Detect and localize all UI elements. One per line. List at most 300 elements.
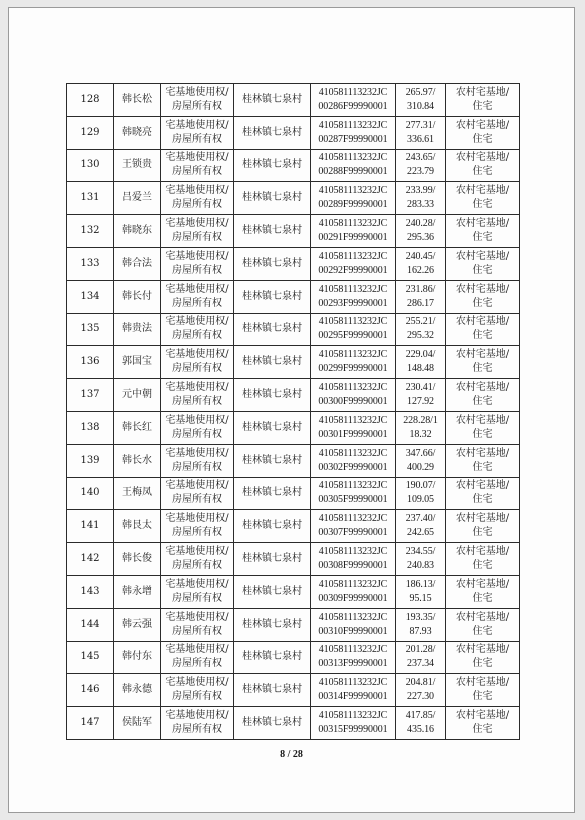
- cell-number: [67, 477, 114, 510]
- cell-land-use-line: 农村宅基地/: [455, 152, 510, 164]
- cell-number-line: 129: [80, 126, 100, 138]
- cell-location: [234, 247, 311, 280]
- cell-owner-name-line: 韩贵法: [122, 323, 152, 335]
- cell-unit-code-line: 410581113232JC: [318, 185, 388, 197]
- cell-number-line: 143: [80, 585, 100, 597]
- cell-unit-code: [311, 641, 396, 674]
- cell-area: [396, 84, 446, 117]
- cell-right-type-line: 房屋所有权: [172, 199, 222, 211]
- cell-right-type-line: 宅基地使用权/: [165, 382, 229, 394]
- cell-number-line: 134: [80, 290, 100, 302]
- cell-owner-name: [114, 379, 161, 412]
- cell-number-line: 128: [80, 93, 100, 105]
- cell-area: [396, 116, 446, 149]
- table-row: [67, 149, 520, 182]
- cell-area-line: 295.36: [407, 232, 434, 244]
- cell-number-line: 136: [80, 356, 100, 368]
- cell-right-type-line: 房屋所有权: [172, 297, 222, 309]
- cell-area-line: 240.83: [407, 560, 434, 572]
- cell-unit-code-line: 00289F99990001: [318, 199, 388, 211]
- cell-number: [67, 149, 114, 182]
- cell-land-use-line: 农村宅基地/: [455, 513, 510, 525]
- table-row: [67, 379, 520, 412]
- cell-land-use-line: 农村宅基地/: [455, 283, 510, 295]
- cell-right-type: [161, 444, 234, 477]
- cell-unit-code-line: 410581113232JC: [318, 283, 388, 295]
- cell-area: [396, 444, 446, 477]
- cell-area-line: 417.85/: [405, 710, 436, 722]
- cell-area-line: 240.28/: [405, 218, 436, 230]
- cell-area-line: 400.29: [407, 461, 434, 473]
- cell-right-type-line: 房屋所有权: [172, 363, 222, 375]
- cell-right-type-line: 房屋所有权: [172, 724, 222, 736]
- cell-owner-name-line: 侯陆军: [122, 717, 152, 729]
- cell-number-line: 141: [80, 520, 100, 532]
- cell-owner-name: [114, 543, 161, 576]
- cell-number-line: 131: [80, 192, 100, 204]
- cell-right-type-line: 房屋所有权: [172, 232, 222, 244]
- cell-right-type-line: 宅基地使用权/: [165, 578, 229, 590]
- cell-unit-code-line: 410581113232JC: [318, 611, 388, 623]
- table-row: [67, 313, 520, 346]
- cell-land-use: [446, 608, 520, 641]
- cell-location: [234, 182, 311, 215]
- cell-land-use-line: 住宅: [472, 560, 493, 572]
- cell-unit-code-line: 410581113232JC: [318, 316, 388, 328]
- cell-owner-name-line: 元中朝: [122, 389, 152, 401]
- cell-land-use-line: 农村宅基地/: [455, 611, 510, 623]
- cell-unit-code: [311, 707, 396, 740]
- cell-unit-code-line: 410581113232JC: [318, 546, 388, 558]
- cell-number: [67, 411, 114, 444]
- cell-right-type-line: 宅基地使用权/: [165, 513, 229, 525]
- cell-right-type-line: 宅基地使用权/: [165, 611, 229, 623]
- cell-right-type-line: 宅基地使用权/: [165, 316, 229, 328]
- cell-unit-code-line: 410581113232JC: [318, 414, 388, 426]
- cell-area-line: 229.04/: [405, 349, 436, 361]
- cell-unit-code-line: 00310F99990001: [318, 625, 388, 637]
- cell-owner-name: [114, 149, 161, 182]
- table-row: [67, 84, 520, 117]
- cell-land-use-line: 农村宅基地/: [455, 185, 510, 197]
- cell-area: [396, 280, 446, 313]
- cell-right-type: [161, 313, 234, 346]
- cell-unit-code: [311, 477, 396, 510]
- cell-land-use-line: 住宅: [472, 297, 493, 309]
- cell-unit-code: [311, 84, 396, 117]
- cell-owner-name-line: 韩艮太: [122, 520, 152, 532]
- cell-location-line: 桂林镇七泉村: [242, 126, 302, 138]
- cell-land-use: [446, 641, 520, 674]
- table-body: [67, 84, 520, 740]
- cell-area: [396, 247, 446, 280]
- cell-land-use-line: 住宅: [472, 428, 493, 440]
- cell-area-line: 243.65/: [405, 152, 436, 164]
- cell-right-type: [161, 247, 234, 280]
- cell-area-line: 228.28/1: [403, 414, 438, 426]
- cell-right-type-line: 宅基地使用权/: [165, 349, 229, 361]
- cell-unit-code-line: 410581113232JC: [318, 218, 388, 230]
- cell-location: [234, 116, 311, 149]
- cell-area-line: 18.32: [409, 428, 432, 440]
- cell-owner-name-line: 韩长松: [122, 93, 152, 105]
- cell-right-type-line: 宅基地使用权/: [165, 677, 229, 689]
- cell-land-use-line: 住宅: [472, 625, 493, 637]
- cell-unit-code: [311, 215, 396, 248]
- cell-unit-code: [311, 280, 396, 313]
- cell-right-type: [161, 674, 234, 707]
- cell-land-use-line: 住宅: [472, 199, 493, 211]
- cell-location: [234, 543, 311, 576]
- cell-land-use: [446, 510, 520, 543]
- cell-number: [67, 674, 114, 707]
- cell-owner-name-line: 吕爱兰: [122, 192, 152, 204]
- cell-location-line: 桂林镇七泉村: [242, 93, 302, 105]
- cell-owner-name: [114, 280, 161, 313]
- cell-owner-name: [114, 411, 161, 444]
- cell-unit-code-line: 00308F99990001: [318, 560, 388, 572]
- cell-unit-code: [311, 575, 396, 608]
- cell-right-type: [161, 543, 234, 576]
- cell-number: [67, 510, 114, 543]
- cell-right-type: [161, 510, 234, 543]
- cell-land-use-line: 农村宅基地/: [455, 546, 510, 558]
- table-row: [67, 608, 520, 641]
- cell-land-use-line: 农村宅基地/: [455, 349, 510, 361]
- cell-owner-name-line: 韩晓亮: [122, 126, 152, 138]
- cell-unit-code-line: 410581113232JC: [318, 447, 388, 459]
- cell-land-use: [446, 182, 520, 215]
- cell-right-type-line: 宅基地使用权/: [165, 414, 229, 426]
- cell-area-line: 240.45/: [405, 250, 436, 262]
- cell-owner-name: [114, 575, 161, 608]
- cell-area-line: 286.17: [407, 297, 434, 309]
- cell-right-type-line: 房屋所有权: [172, 100, 222, 112]
- cell-unit-code: [311, 149, 396, 182]
- cell-unit-code-line: 410581113232JC: [318, 677, 388, 689]
- cell-unit-code-line: 00305F99990001: [318, 494, 388, 506]
- cell-land-use-line: 住宅: [472, 330, 493, 342]
- cell-right-type: [161, 608, 234, 641]
- cell-unit-code-line: 00309F99990001: [318, 592, 388, 604]
- cell-area-line: 231.86/: [405, 283, 436, 295]
- cell-unit-code-line: 410581113232JC: [318, 86, 388, 98]
- cell-unit-code-line: 00293F99990001: [318, 297, 388, 309]
- cell-right-type: [161, 346, 234, 379]
- cell-unit-code-line: 00314F99990001: [318, 691, 388, 703]
- cell-right-type-line: 房屋所有权: [172, 428, 222, 440]
- cell-right-type-line: 宅基地使用权/: [165, 119, 229, 131]
- cell-land-use-line: 住宅: [472, 527, 493, 539]
- cell-area: [396, 182, 446, 215]
- cell-land-use-line: 农村宅基地/: [455, 710, 510, 722]
- cell-unit-code-line: 00287F99990001: [318, 133, 388, 145]
- cell-land-use-line: 农村宅基地/: [455, 316, 510, 328]
- cell-land-use: [446, 280, 520, 313]
- cell-land-use: [446, 84, 520, 117]
- cell-unit-code: [311, 608, 396, 641]
- cell-area: [396, 575, 446, 608]
- cell-number: [67, 247, 114, 280]
- cell-land-use-line: 农村宅基地/: [455, 382, 510, 394]
- cell-land-use: [446, 116, 520, 149]
- cell-area-line: 162.26: [407, 264, 434, 276]
- cell-owner-name: [114, 215, 161, 248]
- cell-right-type-line: 房屋所有权: [172, 264, 222, 276]
- cell-area-line: 233.99/: [405, 185, 436, 197]
- cell-unit-code: [311, 379, 396, 412]
- cell-area: [396, 313, 446, 346]
- table-row: [67, 543, 520, 576]
- cell-right-type: [161, 641, 234, 674]
- cell-location: [234, 477, 311, 510]
- cell-number-line: 144: [80, 618, 100, 630]
- cell-right-type-line: 宅基地使用权/: [165, 152, 229, 164]
- cell-unit-code: [311, 346, 396, 379]
- cell-location: [234, 510, 311, 543]
- cell-land-use-line: 住宅: [472, 166, 493, 178]
- cell-area-line: 347.66/: [405, 447, 436, 459]
- cell-area-line: 234.55/: [405, 546, 436, 558]
- cell-owner-name-line: 韩云强: [122, 618, 152, 630]
- cell-location: [234, 608, 311, 641]
- cell-owner-name: [114, 346, 161, 379]
- cell-unit-code-line: 410581113232JC: [318, 644, 388, 656]
- cell-area: [396, 510, 446, 543]
- cell-location: [234, 674, 311, 707]
- cell-location: [234, 280, 311, 313]
- cell-land-use: [446, 477, 520, 510]
- cell-right-type-line: 房屋所有权: [172, 658, 222, 670]
- cell-number-line: 147: [80, 717, 100, 729]
- cell-owner-name-line: 韩长付: [122, 290, 152, 302]
- cell-area: [396, 411, 446, 444]
- cell-land-use: [446, 247, 520, 280]
- cell-number-line: 140: [80, 487, 100, 499]
- cell-area: [396, 149, 446, 182]
- cell-number: [67, 444, 114, 477]
- cell-land-use-line: 住宅: [472, 461, 493, 473]
- cell-area-line: 310.84: [407, 100, 434, 112]
- cell-owner-name-line: 韩付东: [122, 651, 152, 663]
- cell-unit-code-line: 410581113232JC: [318, 710, 388, 722]
- cell-land-use: [446, 215, 520, 248]
- cell-right-type-line: 宅基地使用权/: [165, 480, 229, 492]
- cell-land-use: [446, 411, 520, 444]
- cell-location-line: 桂林镇七泉村: [242, 520, 302, 532]
- cell-area-line: 201.28/: [405, 644, 436, 656]
- cell-right-type-line: 房屋所有权: [172, 396, 222, 408]
- cell-right-type-line: 宅基地使用权/: [165, 710, 229, 722]
- cell-owner-name-line: 韩永德: [122, 684, 152, 696]
- cell-number-line: 146: [80, 684, 100, 696]
- cell-location: [234, 215, 311, 248]
- cell-unit-code: [311, 543, 396, 576]
- cell-land-use-line: 农村宅基地/: [455, 250, 510, 262]
- cell-location-line: 桂林镇七泉村: [242, 389, 302, 401]
- cell-unit-code: [311, 313, 396, 346]
- cell-location-line: 桂林镇七泉村: [242, 684, 302, 696]
- cell-right-type: [161, 149, 234, 182]
- cell-area-line: 237.34: [407, 658, 434, 670]
- cell-land-use: [446, 707, 520, 740]
- cell-right-type-line: 房屋所有权: [172, 691, 222, 703]
- cell-area: [396, 543, 446, 576]
- cell-number: [67, 215, 114, 248]
- cell-land-use: [446, 674, 520, 707]
- cell-unit-code-line: 00299F99990001: [318, 363, 388, 375]
- cell-owner-name-line: 王梅凤: [122, 487, 152, 499]
- cell-area-line: 223.79: [407, 166, 434, 178]
- cell-land-use-line: 农村宅基地/: [455, 578, 510, 590]
- cell-number-line: 130: [80, 159, 100, 171]
- cell-location: [234, 411, 311, 444]
- cell-owner-name: [114, 707, 161, 740]
- cell-unit-code-line: 00292F99990001: [318, 264, 388, 276]
- cell-right-type-line: 宅基地使用权/: [165, 283, 229, 295]
- table-row: [67, 247, 520, 280]
- cell-land-use: [446, 543, 520, 576]
- cell-area-line: 255.21/: [405, 316, 436, 328]
- cell-right-type-line: 房屋所有权: [172, 166, 222, 178]
- cell-area: [396, 641, 446, 674]
- table-row: [67, 707, 520, 740]
- cell-location: [234, 313, 311, 346]
- cell-land-use-line: 农村宅基地/: [455, 86, 510, 98]
- cell-area-line: 336.61: [407, 133, 434, 145]
- cell-area: [396, 608, 446, 641]
- cell-number-line: 133: [80, 257, 100, 269]
- cell-number-line: 142: [80, 553, 100, 565]
- cell-unit-code: [311, 674, 396, 707]
- cell-right-type-line: 宅基地使用权/: [165, 86, 229, 98]
- cell-right-type-line: 宅基地使用权/: [165, 644, 229, 656]
- cell-location-line: 桂林镇七泉村: [242, 257, 302, 269]
- cell-right-type-line: 房屋所有权: [172, 625, 222, 637]
- cell-unit-code: [311, 444, 396, 477]
- cell-right-type: [161, 182, 234, 215]
- cell-unit-code-line: 00286F99990001: [318, 100, 388, 112]
- table-row: [67, 444, 520, 477]
- cell-location: [234, 575, 311, 608]
- cell-right-type: [161, 84, 234, 117]
- cell-area-line: 295.32: [407, 330, 434, 342]
- cell-area-line: 237.40/: [405, 513, 436, 525]
- cell-number: [67, 543, 114, 576]
- cell-unit-code-line: 410581113232JC: [318, 382, 388, 394]
- cell-number: [67, 182, 114, 215]
- table-row: [67, 346, 520, 379]
- cell-owner-name: [114, 84, 161, 117]
- cell-area-line: 265.97/: [405, 86, 436, 98]
- cell-land-use-line: 住宅: [472, 494, 493, 506]
- cell-land-use-line: 农村宅基地/: [455, 414, 510, 426]
- table-row: [67, 510, 520, 543]
- table-row: [67, 575, 520, 608]
- cell-unit-code-line: 410581113232JC: [318, 513, 388, 525]
- cell-land-use-line: 农村宅基地/: [455, 218, 510, 230]
- cell-unit-code-line: 410581113232JC: [318, 578, 388, 590]
- cell-location-line: 桂林镇七泉村: [242, 290, 302, 302]
- cell-number-line: 145: [80, 651, 100, 663]
- cell-number-line: 139: [80, 454, 100, 466]
- cell-land-use-line: 住宅: [472, 232, 493, 244]
- cell-owner-name-line: 韩长俊: [122, 553, 152, 565]
- cell-owner-name: [114, 477, 161, 510]
- cell-area-line: 204.81/: [405, 677, 436, 689]
- cell-land-use: [446, 149, 520, 182]
- cell-area: [396, 346, 446, 379]
- cell-location-line: 桂林镇七泉村: [242, 323, 302, 335]
- cell-location-line: 桂林镇七泉村: [242, 159, 302, 171]
- cell-owner-name-line: 王锁贵: [122, 159, 152, 171]
- table-row: [67, 477, 520, 510]
- table-row: [67, 116, 520, 149]
- cell-location-line: 桂林镇七泉村: [242, 487, 302, 499]
- cell-land-use-line: 农村宅基地/: [455, 447, 510, 459]
- cell-right-type-line: 房屋所有权: [172, 330, 222, 342]
- cell-right-type-line: 房屋所有权: [172, 461, 222, 473]
- cell-area-line: 230.41/: [405, 382, 436, 394]
- cell-number: [67, 346, 114, 379]
- cell-location-line: 桂林镇七泉村: [242, 651, 302, 663]
- cell-right-type-line: 宅基地使用权/: [165, 250, 229, 262]
- cell-land-use-line: 农村宅基地/: [455, 119, 510, 131]
- table-row: [67, 182, 520, 215]
- cell-location-line: 桂林镇七泉村: [242, 454, 302, 466]
- cell-land-use-line: 住宅: [472, 363, 493, 375]
- cell-area-line: 87.93: [409, 625, 432, 637]
- cell-owner-name: [114, 247, 161, 280]
- cell-land-use-line: 住宅: [472, 724, 493, 736]
- cell-number: [67, 707, 114, 740]
- cell-unit-code-line: 00315F99990001: [318, 724, 388, 736]
- cell-location: [234, 444, 311, 477]
- cell-owner-name-line: 韩长红: [122, 421, 152, 433]
- table-row: [67, 641, 520, 674]
- cell-unit-code-line: 410581113232JC: [318, 349, 388, 361]
- table-row: [67, 215, 520, 248]
- cell-owner-name: [114, 608, 161, 641]
- cell-number: [67, 280, 114, 313]
- cell-location-line: 桂林镇七泉村: [242, 585, 302, 597]
- cell-location: [234, 84, 311, 117]
- cell-area-line: 435.16: [407, 724, 434, 736]
- cell-land-use: [446, 575, 520, 608]
- cell-area-line: 186.13/: [405, 578, 436, 590]
- cell-unit-code: [311, 510, 396, 543]
- cell-unit-code-line: 00313F99990001: [318, 658, 388, 670]
- cell-area-line: 148.48: [407, 363, 434, 375]
- cell-land-use: [446, 313, 520, 346]
- cell-right-type: [161, 411, 234, 444]
- cell-number-line: 137: [80, 389, 100, 401]
- cell-unit-code-line: 00307F99990001: [318, 527, 388, 539]
- cell-number: [67, 116, 114, 149]
- cell-location-line: 桂林镇七泉村: [242, 553, 302, 565]
- cell-area-line: 277.31/: [405, 119, 436, 131]
- cell-right-type-line: 宅基地使用权/: [165, 185, 229, 197]
- cell-unit-code-line: 410581113232JC: [318, 250, 388, 262]
- cell-location: [234, 707, 311, 740]
- cell-location: [234, 641, 311, 674]
- cell-owner-name: [114, 641, 161, 674]
- cell-location-line: 桂林镇七泉村: [242, 421, 302, 433]
- cell-owner-name-line: 郭国宝: [122, 356, 152, 368]
- cell-right-type: [161, 379, 234, 412]
- cell-area-line: 283.33: [407, 199, 434, 211]
- cell-unit-code: [311, 247, 396, 280]
